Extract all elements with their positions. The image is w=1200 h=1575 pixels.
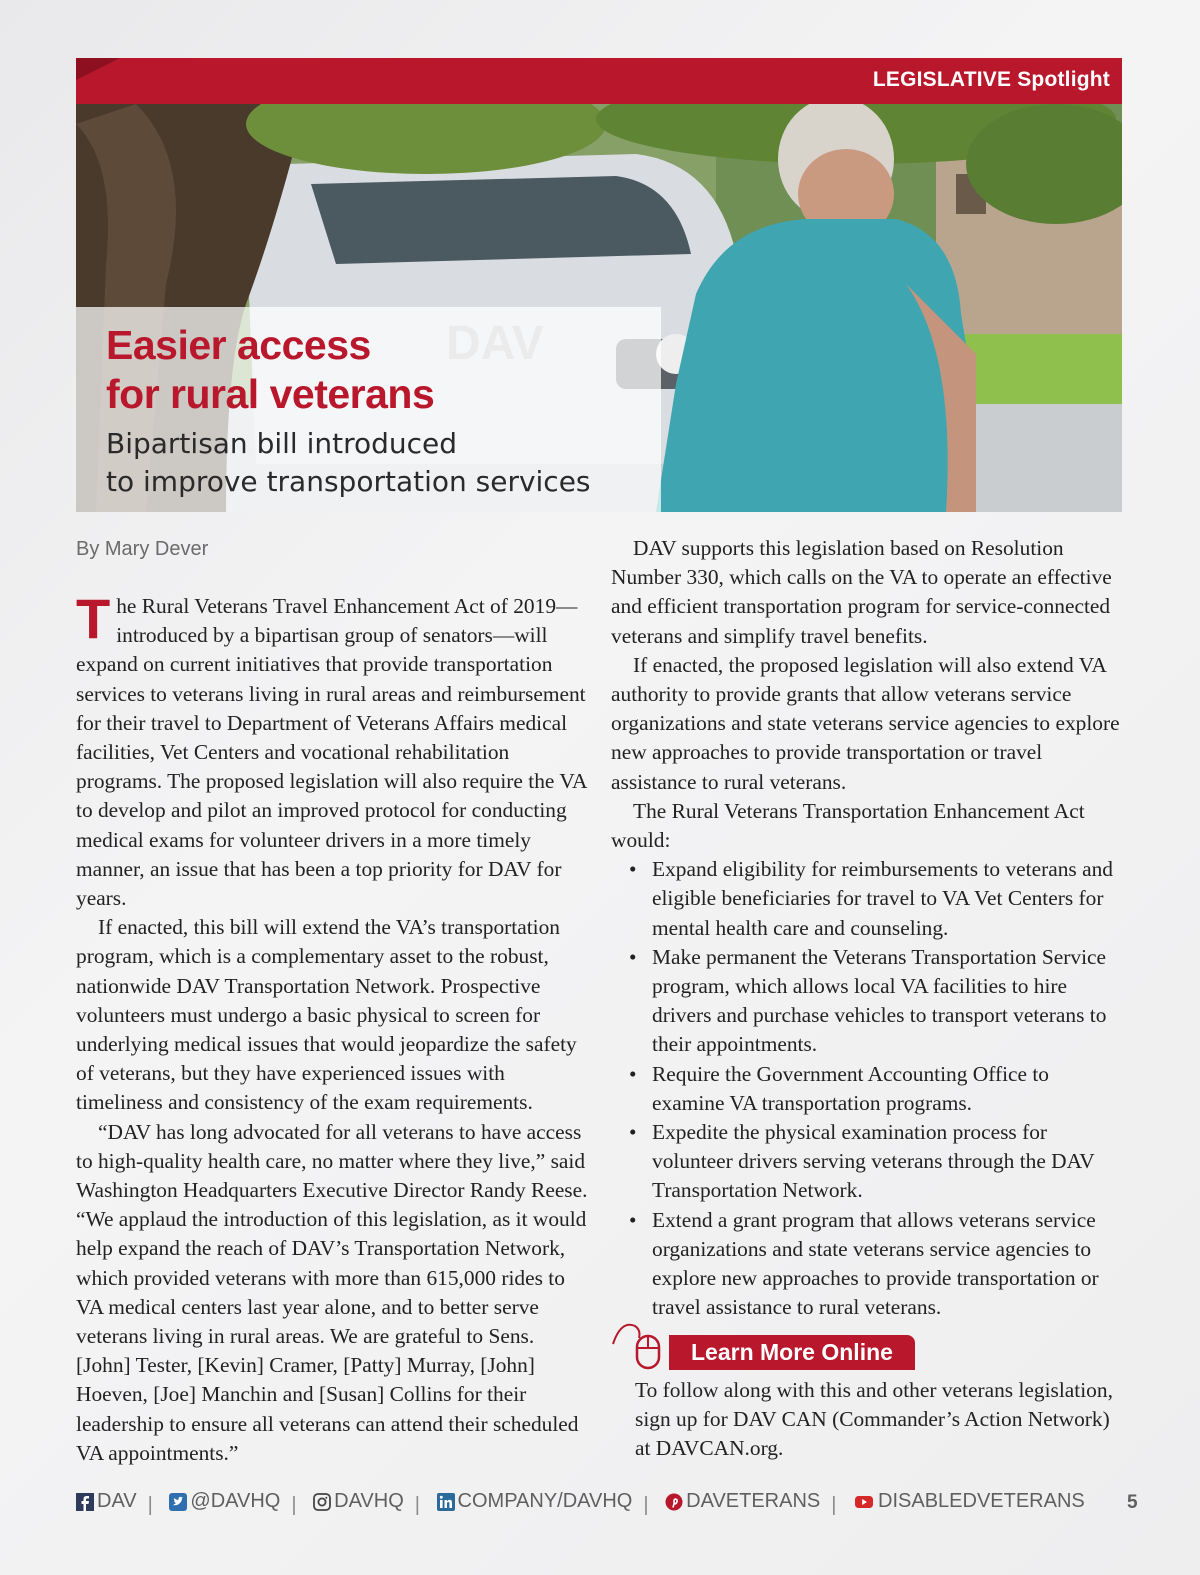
list-item: • Make permanent the Veterans Transportation Service program, which allows local VA facilities to hire drivers and purchase vehicles to transport veterans to their appointments. <box>611 943 1126 1060</box>
paragraph-2: If enacted, this bill will extend the VA’s transportation program, which is a complementary asset to the robust, nationwide DAV Transportation Network. Prospective volunteers must undergo a basic physical to screen for underlying medical issues that would jeopardize the safety of veterans, but they have experienced issues with timeliness and consistency of the exam requirements. <box>76 915 577 1115</box>
footer-separator: | <box>414 1493 420 1516</box>
bill-provisions-list <box>611 855 1126 1322</box>
footer-separator: | <box>291 1493 297 1516</box>
paragraph-3: “DAV has long advocated for all veterans to have access to high-quality health care, no matter where they live,” said Washington Headquarters Executive Director Randy Reese. “We applaud the introduction of this legislation, as it would help expand the reach of DAV’s Transportation Network, which provided veterans with more than 615,000 rides to VA medical centers last year alone, and to better serve veterans living in rural areas. We are grateful to Sens. [John] Tester, [Kevin] Cramer, [Patty] Murray, [John] Hoeven, [Joe] Manchin and [Susan] Collins for their leadership to ensure all veterans can attend their scheduled VA appointments.” <box>76 1119 588 1465</box>
footer-youtube[interactable]: DISABLEDVETERANS <box>853 1490 1085 1513</box>
list-item: • Require the Government Accounting Office to examine VA transportation programs. <box>611 1060 1126 1118</box>
article-headline: Easier access for rural veterans <box>106 322 435 417</box>
linkedin-icon <box>437 1493 455 1511</box>
headline-panel <box>76 307 661 512</box>
instagram-icon <box>313 1493 331 1511</box>
learn-more-label: Learn More Online <box>669 1335 915 1370</box>
hero-photo <box>76 104 1122 512</box>
list-item: • Expedite the physical examination process for volunteer drivers serving veterans through the DAV Transportation Network. <box>611 1118 1126 1206</box>
list-item: • Extend a grant program that allows veterans service organizations and state veterans service agencies to explore new approaches to provide transportation or travel assistance to rural veterans. <box>611 1206 1126 1323</box>
social-footer <box>76 1490 1146 1520</box>
article-subhead: Bipartisan bill introduced to improve transportation services <box>106 427 591 498</box>
header-fold-decoration <box>76 58 120 80</box>
footer-linkedin[interactable]: COMPANY/DAVHQ <box>437 1490 633 1513</box>
section-label: LEGISLATIVE Spotlight <box>872 68 1110 91</box>
mouse-icon <box>611 1318 671 1370</box>
footer-pinterest[interactable]: DAVETERANS <box>665 1490 820 1513</box>
pinterest-icon <box>665 1493 683 1511</box>
section-header-bar <box>76 58 1122 104</box>
paragraph-6: The Rural Veterans Transportation Enhancement Act would: <box>611 798 1085 853</box>
footer-facebook[interactable]: DAV <box>76 1490 137 1513</box>
paragraph-4: DAV supports this legislation based on Resolution Number 330, which calls on the VA to operate an effective and efficient transportation program for service-connected veterans and simplify travel benefits. <box>611 536 1112 648</box>
list-item: • Expand eligibility for reimbursements to veterans and eligible beneficiaries for travel to VA Vet Centers for mental health care and counseling. <box>611 855 1126 943</box>
youtube-icon <box>853 1493 875 1511</box>
byline: By Mary Dever <box>76 538 209 560</box>
twitter-icon <box>169 1493 187 1511</box>
paragraph-1: The Rural Veterans Travel Enhancement Act of 2019—introduced by a bipartisan group of senators—will expand on current initiatives that provide transportation services to veterans living in rural areas and reimbursement for their travel to Department of Veterans Affairs medical facilities, Vet Centers and vocational rehabilitation programs. The proposed legislation will also require the VA to develop and pilot an improved protocol for conducting medical exams for volunteer drivers in a more timely manner, an issue that has been a top priority for DAV for years. <box>76 587 587 911</box>
right-column <box>611 534 1126 1322</box>
learn-more-text: To follow along with this and other veterans legislation, sign up for DAV CAN (Commander’s Action Network) at DAVCAN.org. <box>635 1378 1113 1461</box>
footer-instagram[interactable]: DAVHQ <box>313 1490 404 1513</box>
footer-separator: | <box>831 1493 837 1516</box>
footer-separator: | <box>147 1493 153 1516</box>
left-column <box>76 587 588 1468</box>
learn-more-callout <box>611 1318 1131 1368</box>
footer-twitter[interactable]: @DAVHQ <box>169 1490 280 1513</box>
paragraph-5: If enacted, the proposed legislation will also extend VA authority to provide grants that allow veterans service organizations and state veterans service agencies to explore new approaches to provide transportation or travel assistance to rural veterans. <box>611 652 1120 794</box>
footer-separator: | <box>643 1493 649 1516</box>
page-number: 5 <box>1127 1492 1138 1513</box>
facebook-icon <box>76 1493 94 1511</box>
dropcap: T <box>76 587 111 650</box>
